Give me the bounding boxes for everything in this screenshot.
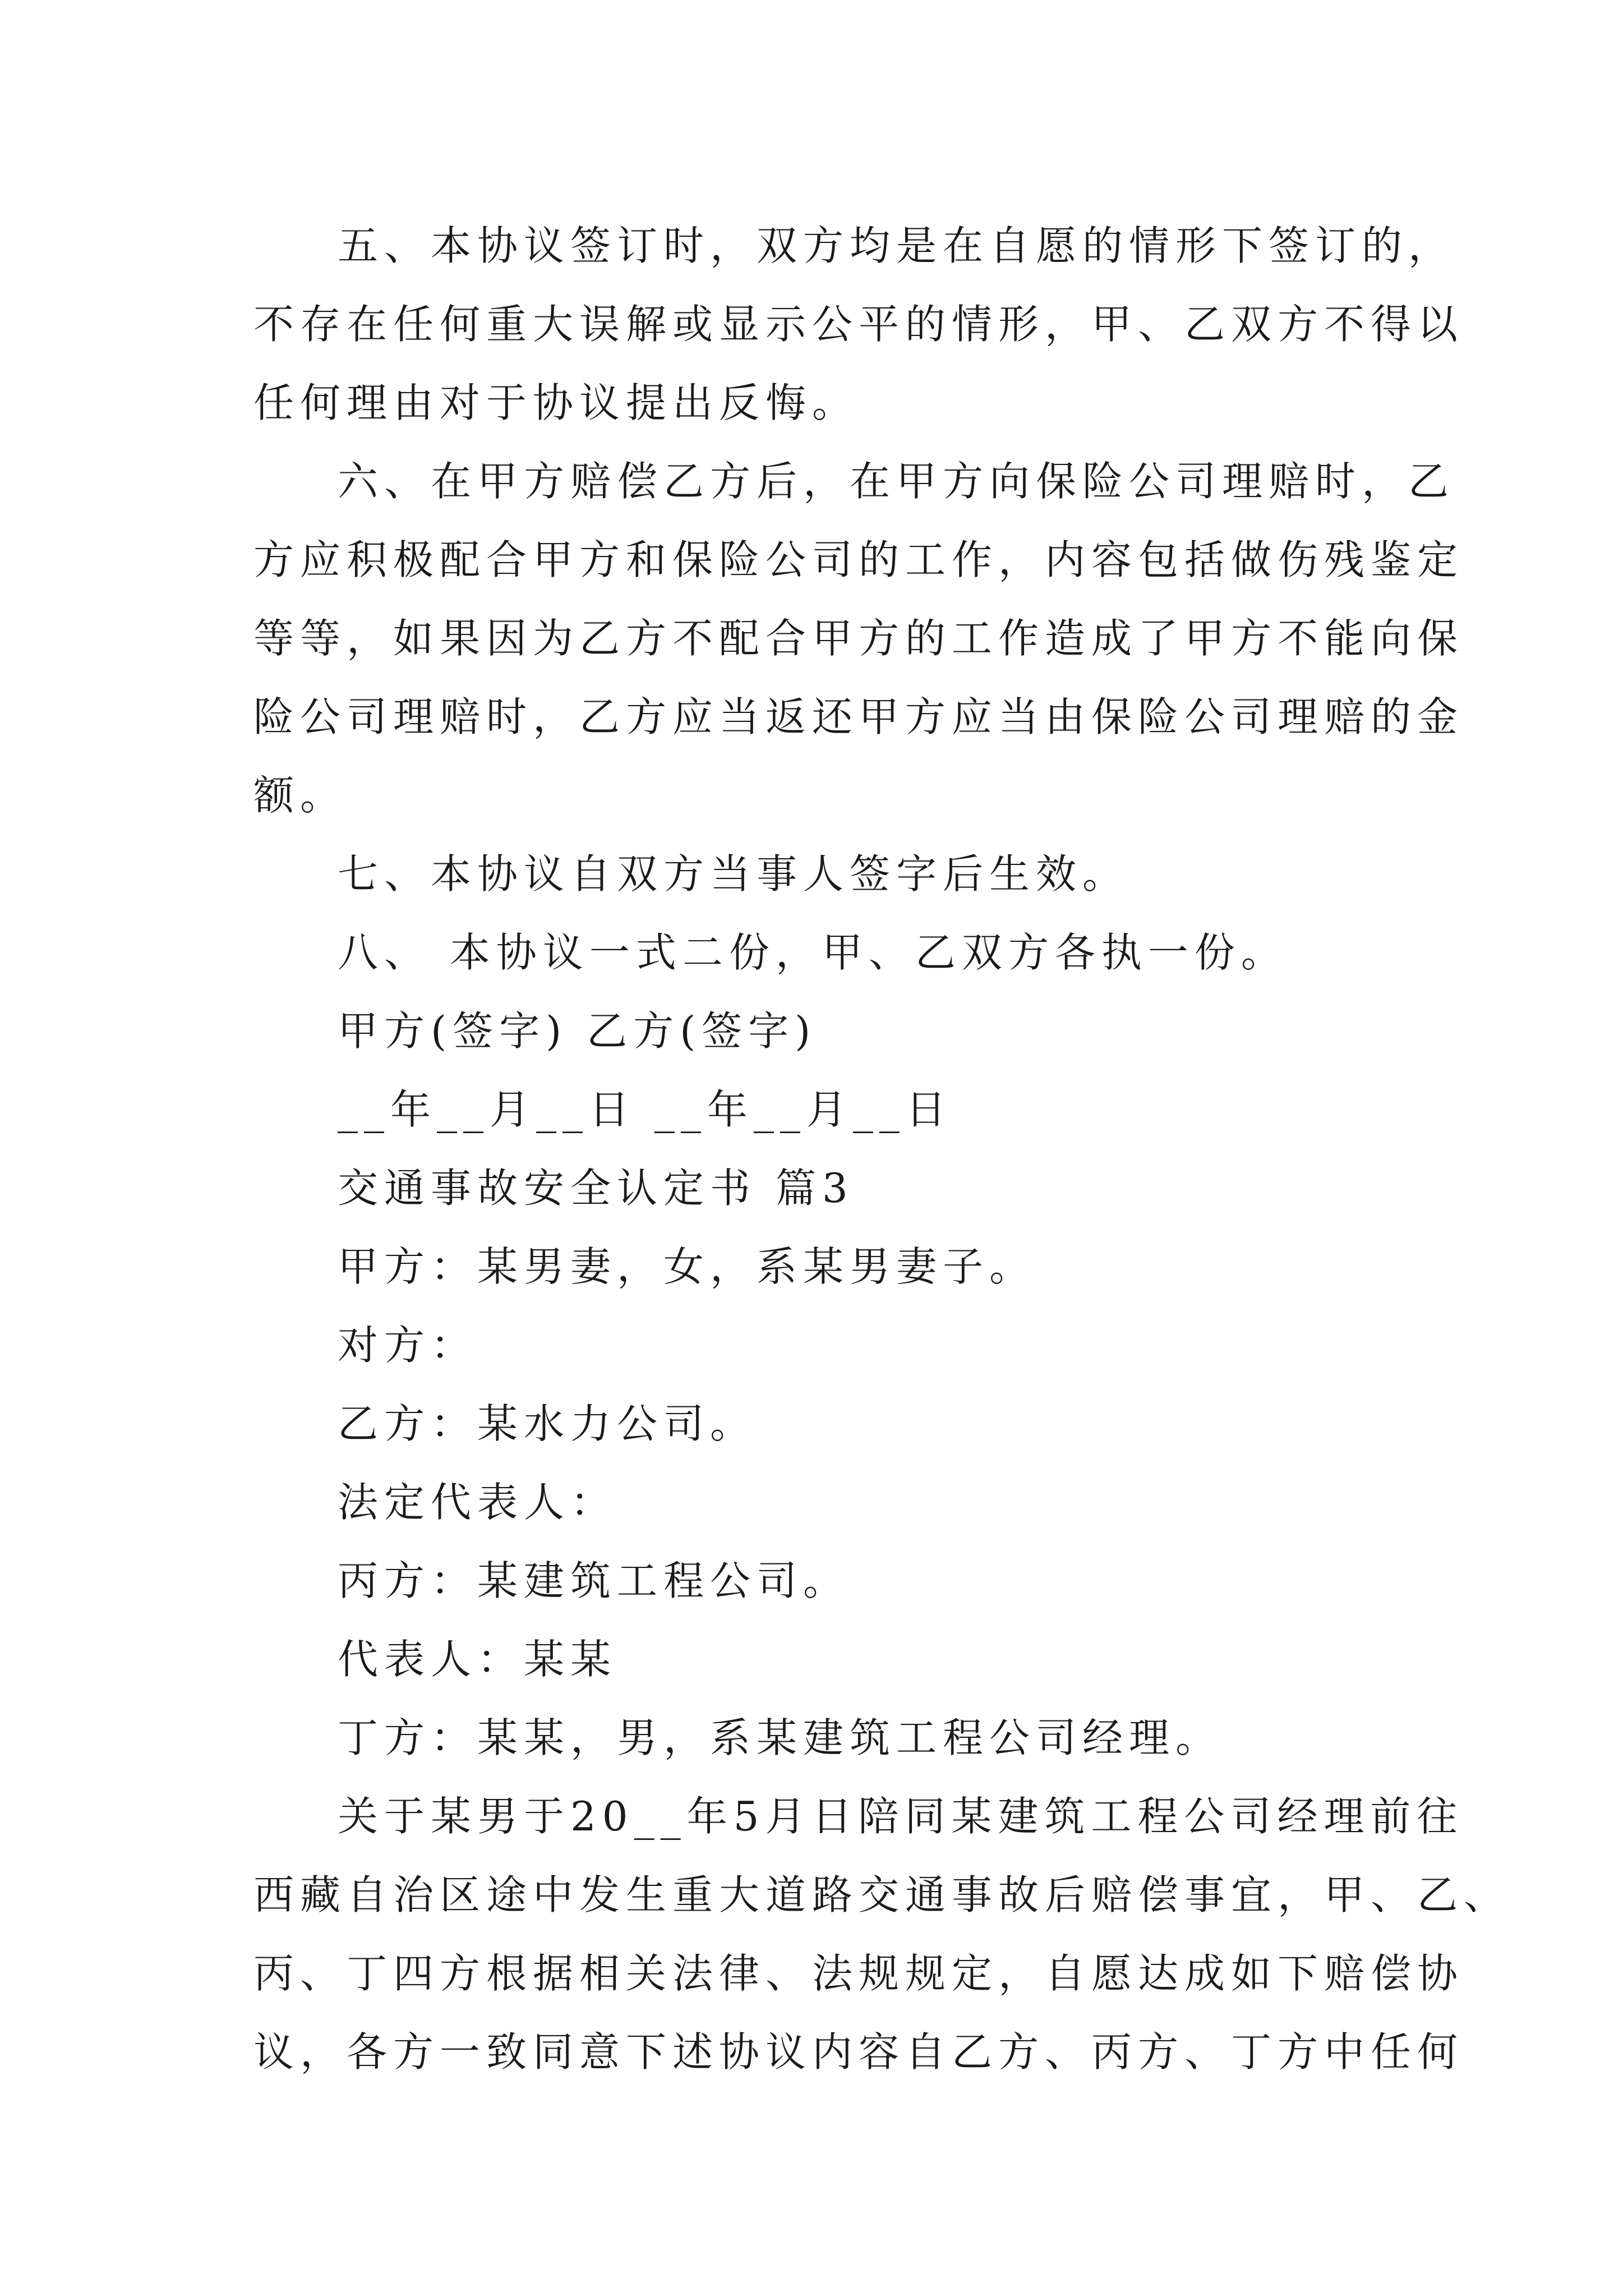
clause-6-line-1: 六、在甲方赔偿乙方后，在甲方向保险公司理赔时，乙 — [338, 458, 1455, 505]
party-d: 丁方：某某，男，系某建筑工程公司经理。 — [338, 1714, 1223, 1761]
party-c: 丙方：某建筑工程公司。 — [338, 1557, 850, 1604]
clause-6-line-3: 等等，如果因为乙方不配合甲方的工作造成了甲方不能向保 — [253, 615, 1464, 662]
clause-6-line-5: 额。 — [253, 772, 347, 819]
preamble-line-3: 丙、丁四方根据相关法律、法规规定，自愿达成如下赔偿协 — [253, 1950, 1464, 1997]
party-a: 甲方：某男妻，女，系某男妻子。 — [338, 1243, 1036, 1290]
counterparty-label: 对方： — [338, 1322, 478, 1369]
section-heading: 交通事故安全认定书 篇3 — [338, 1165, 854, 1212]
signature-dates: __年__月__日 __年__月__日 — [338, 1086, 952, 1133]
representative: 代表人：某某 — [338, 1636, 617, 1683]
clause-6-line-2: 方应积极配合甲方和保险公司的工作，内容包括做伤残鉴定 — [253, 536, 1464, 583]
party-b: 乙方：某水力公司。 — [338, 1400, 757, 1447]
clause-5-line-1: 五、本协议签订时，双方均是在自愿的情形下签订的， — [338, 222, 1455, 269]
clause-5-line-3: 任何理由对于协议提出反悔。 — [253, 379, 859, 426]
clause-6-line-4: 险公司理赔时，乙方应当返还甲方应当由保险公司理赔的金 — [253, 693, 1464, 740]
clause-8: 八、 本协议一式二份，甲、乙双方各执一份。 — [338, 929, 1288, 976]
preamble-line-1: 关于某男于20__年5月日陪同某建筑工程公司经理前往 — [338, 1793, 1464, 1840]
preamble-line-4: 议，各方一致同意下述协议内容自乙方、丙方、丁方中任何 — [253, 2028, 1464, 2076]
clause-7: 七、本协议自双方当事人签字后生效。 — [338, 850, 1129, 898]
legal-representative-label: 法定代表人： — [338, 1479, 617, 1526]
clause-5-line-2: 不存在任何重大误解或显示公平的情形，甲、乙双方不得以 — [253, 301, 1464, 348]
preamble-line-2: 西藏自治区途中发生重大道路交通事故后赔偿事宜，甲、乙、 — [253, 1871, 1511, 1918]
signature-labels: 甲方(签字) 乙方(签字) — [338, 1007, 817, 1055]
